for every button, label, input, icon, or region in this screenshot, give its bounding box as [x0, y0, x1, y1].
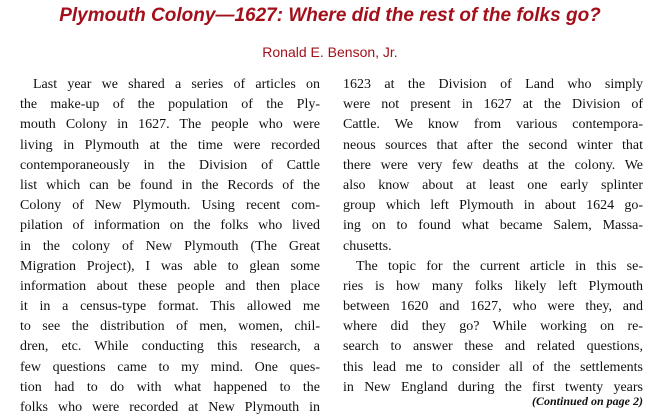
right-column: [343, 75, 643, 398]
text-line: this lead me to consider all of the settlements: [343, 359, 643, 375]
text-line: Cattle. We know from various contempora-: [343, 117, 643, 133]
text-line: the make-up of the population of the Ply-: [20, 97, 320, 113]
text-line: list which can be found in the Records of the: [20, 177, 320, 193]
text-line: there were very few deaths at the colony. We: [343, 157, 643, 173]
text-line: tion had to do with what happened to the: [20, 379, 320, 395]
text-line: Migration Project), I was able to glean some: [20, 258, 320, 274]
text-line: in New England during the first twenty years: [343, 379, 643, 395]
text-line: Last year we shared a series of articles on: [33, 77, 320, 92]
text-line: mouth Colony in 1627. The people who were: [20, 117, 320, 133]
text-line: ing on to found what became Salem, Massa-: [343, 218, 643, 234]
text-line: The topic for the current article in this se-: [356, 258, 643, 274]
text-line: chusetts.: [343, 238, 392, 254]
text-line: also know about at least one early splinter: [343, 177, 643, 193]
text-line: information about these people and then place: [20, 278, 320, 294]
text-line: ries is how many folks likely left Plymouth: [343, 278, 643, 294]
text-line: living in Plymouth at the time were recorded: [20, 137, 320, 153]
text-line: folks who were recorded at New Plymouth in: [20, 400, 320, 415]
text-line: were not present in 1627 at the Division of: [343, 97, 643, 113]
continued-note: (Continued on page 2): [531, 394, 643, 408]
text-line: neous sources that after the second winter that: [343, 137, 643, 153]
article-author: Ronald E. Benson, Jr.: [262, 44, 398, 60]
text-line: 1623 at the Division of Land who simply: [343, 77, 643, 92]
text-line: between 1620 and 1627, who were they, and: [343, 299, 643, 315]
text-line: few questions came to my mind. One ques-: [20, 359, 320, 375]
text-line: to see the distribution of men, women, chil-: [20, 319, 320, 335]
article-title: Plymouth Colony—1627: Where did the rest of the folks go?: [59, 5, 601, 26]
text-line: contemporaneously in the Division of Cattle: [20, 157, 320, 173]
text-line: Colony of New Plymouth. Using recent com-: [20, 198, 320, 214]
text-line: search to answer these and related questions,: [343, 339, 643, 355]
text-line: where did they go? While working on re-: [343, 319, 643, 335]
text-line: in the colony of New Plymouth (The Great: [20, 238, 320, 254]
text-line: group which left Plymouth in about 1624 go-: [343, 198, 643, 214]
text-line: pilation of information on the folks who lived: [20, 218, 320, 234]
text-line: it in a census-type format. This allowed me: [20, 299, 320, 315]
left-column: [20, 75, 320, 418]
text-line: dren, etc. While conducting this research, a: [20, 339, 320, 355]
